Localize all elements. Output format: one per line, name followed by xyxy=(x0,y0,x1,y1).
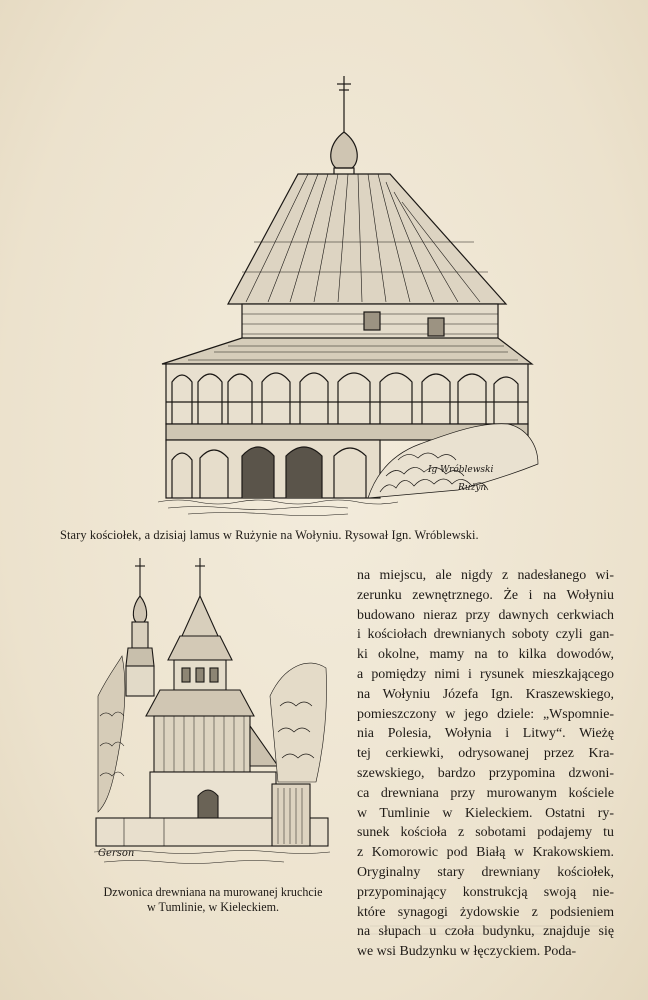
left-signature: Gerson xyxy=(98,848,135,859)
show-through-ghost xyxy=(370,920,610,940)
text-line: nia Polesia, Wołynia i Litwy“. Wieżę xyxy=(357,726,614,742)
text-line: pomieszczony w jego dziele: „Wspomnie- xyxy=(357,706,614,722)
body-text-column xyxy=(357,566,614,962)
text-line: a pomiędzy nimi i rysunek mieszkającego xyxy=(357,666,614,682)
text-line: które synagogi żydowskie z podsieniem xyxy=(357,904,614,920)
left-caption-line-1: Dzwonica drewniana na murowanej kruchcie xyxy=(103,885,323,899)
left-caption-line-2: w Tumlinie, w Kieleckiem. xyxy=(146,900,279,914)
text-line: z Komorowic pod Białą w Krakowskiem. xyxy=(357,845,614,861)
left-figure-caption xyxy=(74,885,352,915)
text-line: na słupach u czoła budynku, znajduje się xyxy=(357,924,614,940)
top-figure-caption: Stary kościołek, a dzisiaj lamus w Rużynie na Wołyniu. Rysował Ign. Wróblewski. xyxy=(60,528,479,542)
text-line: na Wołyniu Józefa Ign. Kraszewskiego, xyxy=(357,686,614,702)
church-illustration xyxy=(158,72,542,524)
text-line: na miejscu, ale nigdy z nadesłanego wi- xyxy=(357,568,614,583)
text-line: zerunku zewnętrznego. Że i na Wołyniu xyxy=(357,587,614,603)
text-line: ki okolne, mamy na to kilka dowodów, xyxy=(357,647,614,663)
text-line: budowano nieraz przy dawnych cerkwiach xyxy=(357,607,614,623)
bell-tower-illustration xyxy=(94,556,330,882)
text-line: w Tumlinie w Kieleckiem. Ostatni ry- xyxy=(357,805,614,821)
text-line: przypominający konstrukcją swoją nie- xyxy=(357,884,614,900)
top-signature: Ig Wróblewski xyxy=(428,465,494,475)
text-line: i kościołach drewnianych soboty czyli gan- xyxy=(357,627,614,643)
text-line: szewskiego, bardzo przypomina dzwoni- xyxy=(357,765,614,781)
text-line: we wsi Budzynku w łęczyckiem. Poda- xyxy=(357,944,577,960)
text-line: Oryginalny stary drewniany kościołek, xyxy=(357,864,614,880)
text-line: tej cerkiewki, odrysowanej przez Kra- xyxy=(357,746,614,762)
text-line: ca drewniana przy murowanym kościele xyxy=(357,785,614,801)
top-signature-place: Rużyn xyxy=(458,483,487,493)
text-line: sunek kościoła z sobotami podajemy tu xyxy=(357,825,614,841)
